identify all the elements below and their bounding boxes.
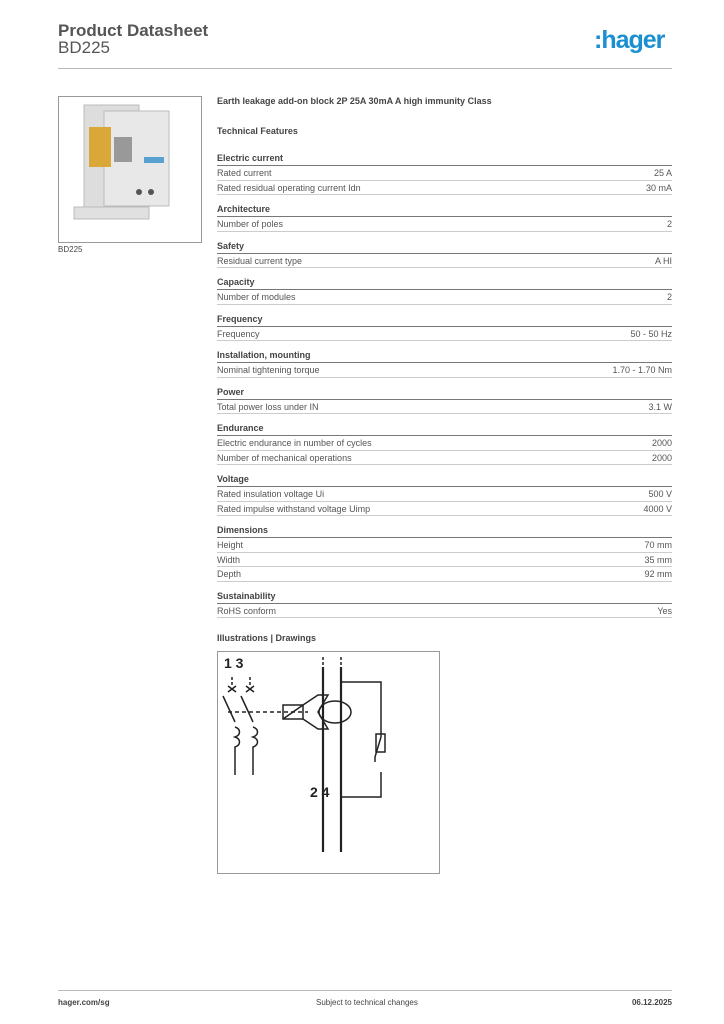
- spec-section-title: Safety: [217, 240, 672, 254]
- spec-label: Width: [217, 554, 241, 565]
- spec-section-title: Dimensions: [217, 524, 672, 538]
- spec-section-title: Frequency: [217, 313, 672, 327]
- spec-label: Electric endurance in number of cycles: [217, 438, 372, 448]
- spec-row: [217, 604, 672, 619]
- header-divider: [58, 68, 672, 69]
- spec-section: [217, 422, 672, 465]
- spec-label: Depth: [217, 569, 242, 579]
- image-caption: BD225: [58, 245, 83, 254]
- footer-divider: [58, 990, 672, 991]
- spec-row: [217, 502, 672, 517]
- spec-row: [217, 254, 672, 269]
- spec-row: [217, 436, 672, 451]
- spec-row: [217, 217, 672, 232]
- product-details: [217, 96, 672, 874]
- spec-section: [217, 473, 672, 516]
- terminal-labels-top: 1 3: [224, 655, 244, 671]
- spec-section: [217, 240, 672, 269]
- spec-section: [217, 590, 672, 619]
- spec-value: 70 mm: [644, 540, 672, 550]
- spec-row: [217, 181, 672, 196]
- footer-site-link[interactable]: hager.com/sg: [58, 998, 110, 1007]
- spec-section-title: Voltage: [217, 473, 672, 487]
- spec-section-title: Power: [217, 386, 672, 400]
- spec-row: [217, 327, 672, 342]
- spec-label: Rated current: [217, 168, 272, 178]
- spec-value: 3.1 W: [648, 401, 672, 412]
- illustrations-heading: Illustrations | Drawings: [217, 633, 317, 643]
- spec-value: Yes: [657, 605, 672, 616]
- spec-row: [217, 553, 672, 568]
- spec-row: [217, 487, 672, 502]
- spec-label: Number of modules: [217, 292, 296, 302]
- spec-row: [217, 363, 672, 378]
- spec-row: [217, 290, 672, 305]
- spec-section-title: Endurance: [217, 422, 672, 436]
- spec-label: Number of mechanical operations: [217, 452, 352, 463]
- hager-logo: :hager: [594, 26, 665, 54]
- spec-value: 92 mm: [644, 569, 672, 579]
- spec-section: [217, 276, 672, 305]
- spec-section-title: Installation, mounting: [217, 349, 672, 363]
- spec-row: [217, 538, 672, 553]
- spec-value: 2000: [651, 438, 672, 448]
- spec-row: [217, 400, 672, 415]
- spec-row: [217, 451, 672, 466]
- spec-label: Nominal tightening torque: [217, 365, 320, 375]
- spec-value: 500 V: [648, 489, 672, 499]
- spec-label: Rated insulation voltage Ui: [217, 489, 325, 499]
- spec-value: A HI: [654, 255, 672, 266]
- spec-value: 35 mm: [644, 554, 672, 565]
- product-description: Earth leakage add-on block 2P 25A 30mA A high immunity Class: [217, 96, 492, 106]
- page-title: Product Datasheet: [58, 21, 209, 40]
- footer-date: 06.12.2025: [631, 998, 672, 1007]
- spec-row: [217, 567, 672, 582]
- spec-value: 2: [666, 219, 672, 229]
- spec-section-title: Electric current: [217, 152, 672, 166]
- spec-label: Total power loss under IN: [217, 401, 319, 412]
- spec-value: 1.70 - 1.70 Nm: [612, 365, 672, 375]
- spec-label: Rated residual operating current Idn: [217, 182, 361, 193]
- spec-value: 4000 V: [643, 503, 672, 514]
- spec-label: Rated impulse withstand voltage Uimp: [217, 503, 371, 514]
- footer-note: Subject to technical changes: [316, 998, 418, 1007]
- spec-value: 2000: [651, 452, 672, 463]
- spec-value: 2: [666, 292, 672, 302]
- technical-features-heading: Technical Features: [217, 126, 298, 136]
- spec-section: [217, 313, 672, 342]
- product-image: [58, 96, 202, 243]
- wiring-diagram: [217, 651, 440, 874]
- spec-section-title: Sustainability: [217, 590, 672, 604]
- spec-value: 30 mA: [645, 182, 672, 193]
- spec-value: 25 A: [653, 168, 672, 178]
- spec-section: [217, 524, 672, 582]
- spec-label: Frequency: [217, 328, 260, 339]
- product-code: BD225: [58, 38, 110, 57]
- spec-section: [217, 203, 672, 232]
- spec-label: RoHS conform: [217, 605, 277, 616]
- spec-section: [217, 152, 672, 195]
- spec-section: [217, 386, 672, 415]
- spec-label: Number of poles: [217, 219, 284, 229]
- spec-section-title: Architecture: [217, 203, 672, 217]
- spec-value: 50 - 50 Hz: [630, 328, 672, 339]
- spec-section-title: Capacity: [217, 276, 672, 290]
- terminal-labels-bottom: 2 4: [310, 784, 330, 800]
- spec-section: [217, 349, 672, 378]
- spec-row: [217, 166, 672, 181]
- spec-label: Height: [217, 540, 244, 550]
- spec-label: Residual current type: [217, 255, 303, 266]
